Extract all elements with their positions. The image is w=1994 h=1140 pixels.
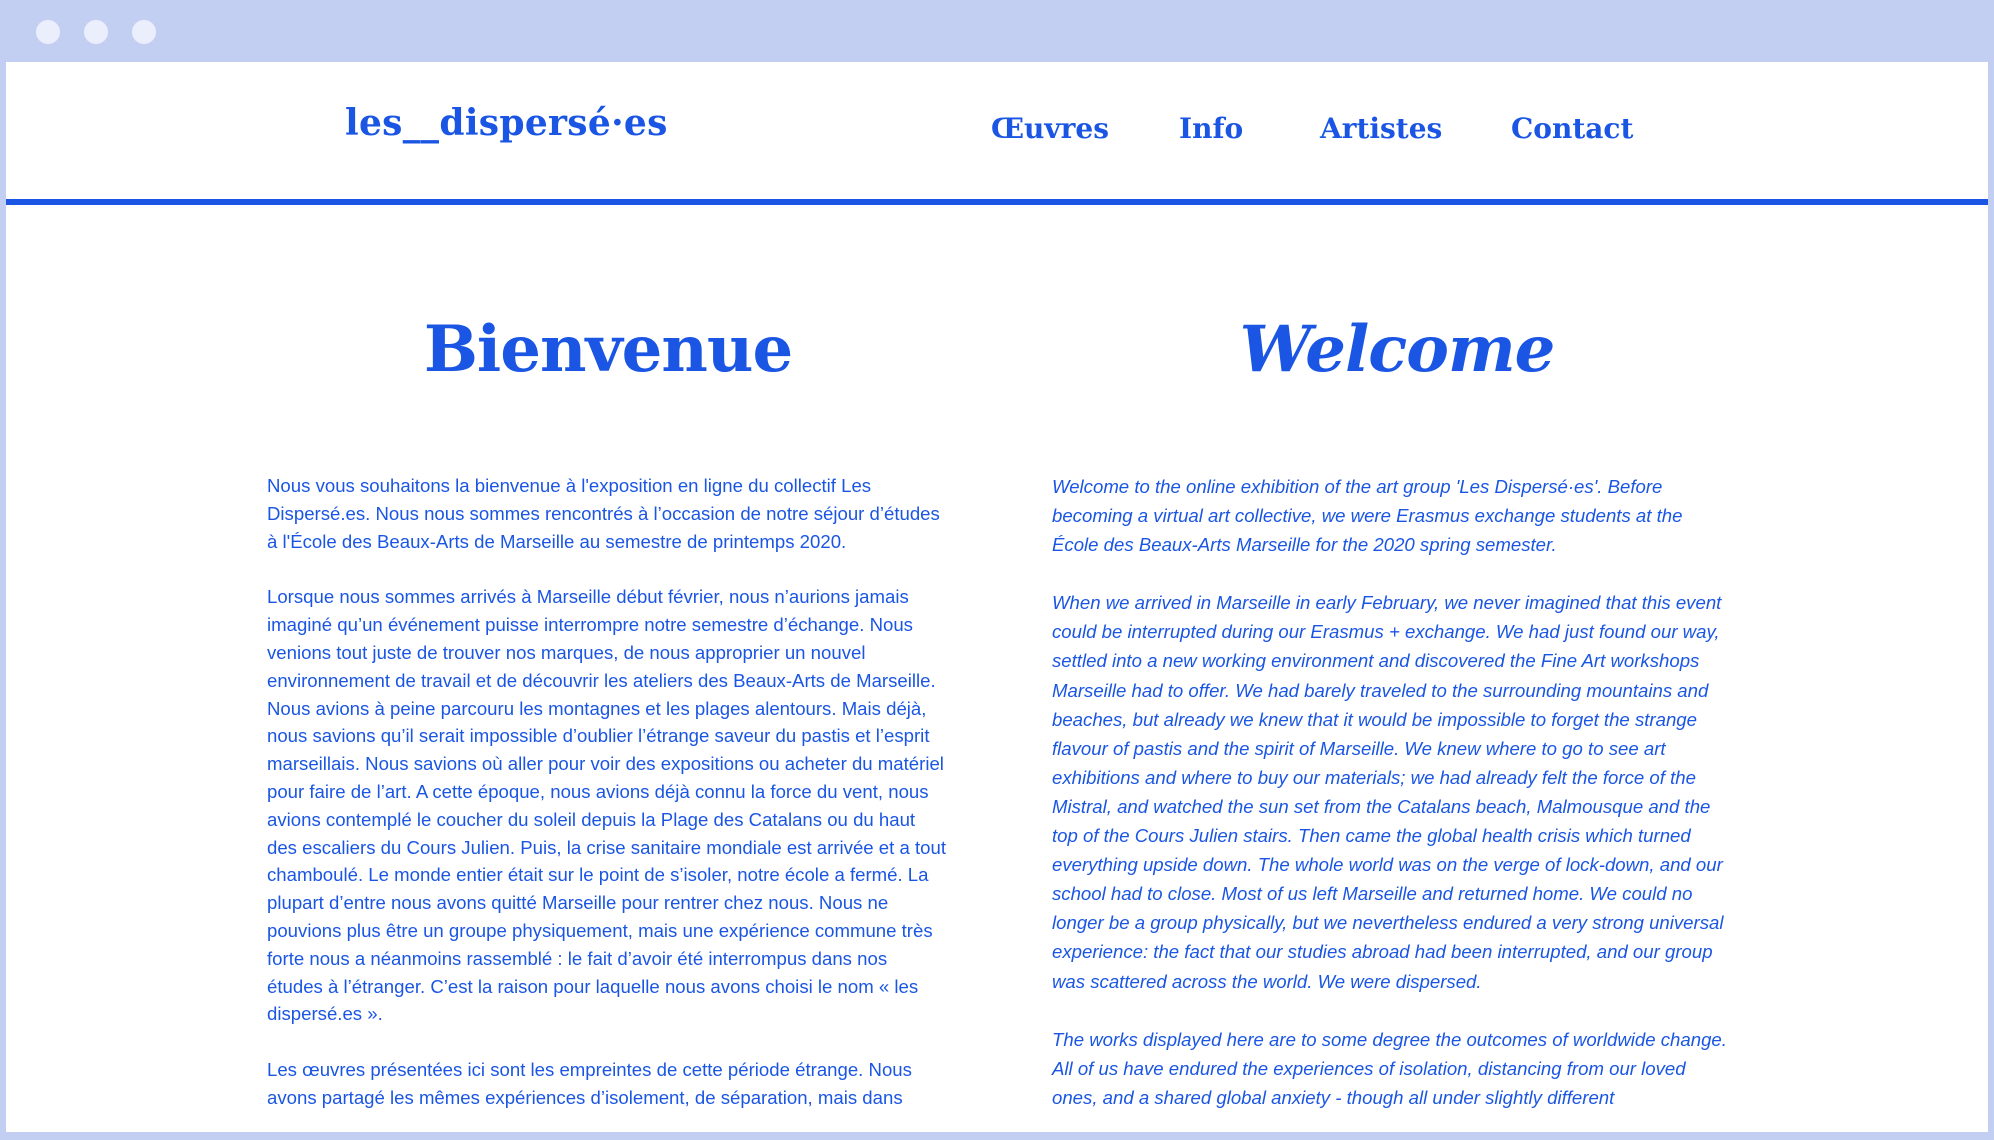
- nav-item-oeuvres[interactable]: Œuvres: [991, 112, 1110, 145]
- french-heading: Bienvenue: [423, 312, 793, 387]
- french-paragraph: Lorsque nous sommes arrivés à Marseille début février, nous n’aurions jamais imaginé qu’un événement puisse interrompre notre semestre d’échange. Nous venions tout juste de trouver nos marques, de nous approprier un nouvel environnement de travail et de découvrir les ateliers des Beaux-Arts de Marseille. Nous avions à peine parcouru les montagnes et les plages alentours. Mais déjà, nous savions qu’il serait impossible d’oublier l’étrange saveur du pastis et l’esprit marseillais. Nous savions où aller pour voir des expositions ou acheter du matériel pour faire de l’art. A cette époque, nous avions déjà connu la force du vent, nous avions contemplé le coucher du soleil depuis la Plage des Catalans ou du haut des escaliers du Cours Julien. Puis, la crise sanitaire mondiale est arrivée et a tout chamboulé. Le monde entier était sur le point de s’isoler, notre école a fermé. La plupart d’entre nous avons quitté Marseille pour rentrer chez nous. Nous ne pouvions plus être un groupe physiquement, mais une expérience commune très forte nous a néanmoins rassemblé : le fait d’avoir été interrompus dans nos études à l’étranger. C’est la raison pour laquelle nous avons choisi le nom « les dispersé.es ».: [267, 586, 946, 1025]
- maximize-window-dot-icon[interactable]: [132, 20, 156, 44]
- english-heading: Welcome: [1239, 312, 1555, 387]
- english-text-column: [1052, 472, 1732, 1132]
- nav-item-info[interactable]: Info: [1179, 112, 1244, 145]
- minimize-window-dot-icon[interactable]: [84, 20, 108, 44]
- nav-item-artistes[interactable]: Artistes: [1320, 112, 1443, 145]
- header-divider: [6, 199, 1988, 205]
- main-nav: [6, 112, 1988, 152]
- close-window-dot-icon[interactable]: [36, 20, 60, 44]
- english-paragraph: When we arrived in Marseille in early February, we never imagined that this event could be interrupted during our Erasmus + exchange. We had just found our way, settled into a new working environment and discovered the Fine Art workshops Marseille had to offer. We had barely traveled to the surrounding mountains and beaches, but already we knew that it would be impossible to forget the strange flavour of pastis and the spirit of Marseille. We knew where to go to see art exhibitions and where to buy our materials; we had already felt the force of the Mistral, and watched the sun set from the Catalans beach, Malmousque and the top of the Cours Julien stairs. Then came the global health crisis which turned everything upside down. The whole world was on the verge of lock-down, and our school had to close. Most of us left Marseille and returned home. We could no longer be a group physically, but we nevertheless endured a very strong universal experience: the fact that our studies abroad had been interrupted, and our group was scattered across the world. We were dispersed.: [1052, 592, 1724, 992]
- site-logo[interactable]: les__dispersé·es: [345, 102, 668, 144]
- french-paragraph: Les œuvres présentées ici sont les empreintes de cette période étrange. Nous avons partagé les mêmes expériences d’isolement, de séparation, mais dans: [267, 1059, 912, 1108]
- window-titlebar: [0, 0, 1994, 62]
- french-text-column: [267, 472, 947, 1132]
- nav-item-contact[interactable]: Contact: [1511, 112, 1634, 145]
- french-paragraph: Nous vous souhaitons la bienvenue à l'exposition en ligne du collectif Les Dispersé.es. Nous nous sommes rencontrés à l’occasion de notre séjour d’études à l'École des Beaux-Arts de Marseille au semestre de printemps 2020.: [267, 475, 940, 552]
- english-paragraph: The works displayed here are to some degree the outcomes of worldwide change. All of us have endured the experiences of isolation, distancing from our loved ones, and a shared global anxiety - though all under slightly different: [1052, 1028, 1727, 1108]
- english-paragraph: Welcome to the online exhibition of the art group 'Les Dispersé·es'. Before becoming a virtual art collective, we were Erasmus exchange students at the École des Beaux-Arts Marseille for the 2020 spring semester.: [1052, 476, 1683, 556]
- page-viewport: [6, 62, 1988, 1132]
- site-header: [6, 62, 1988, 199]
